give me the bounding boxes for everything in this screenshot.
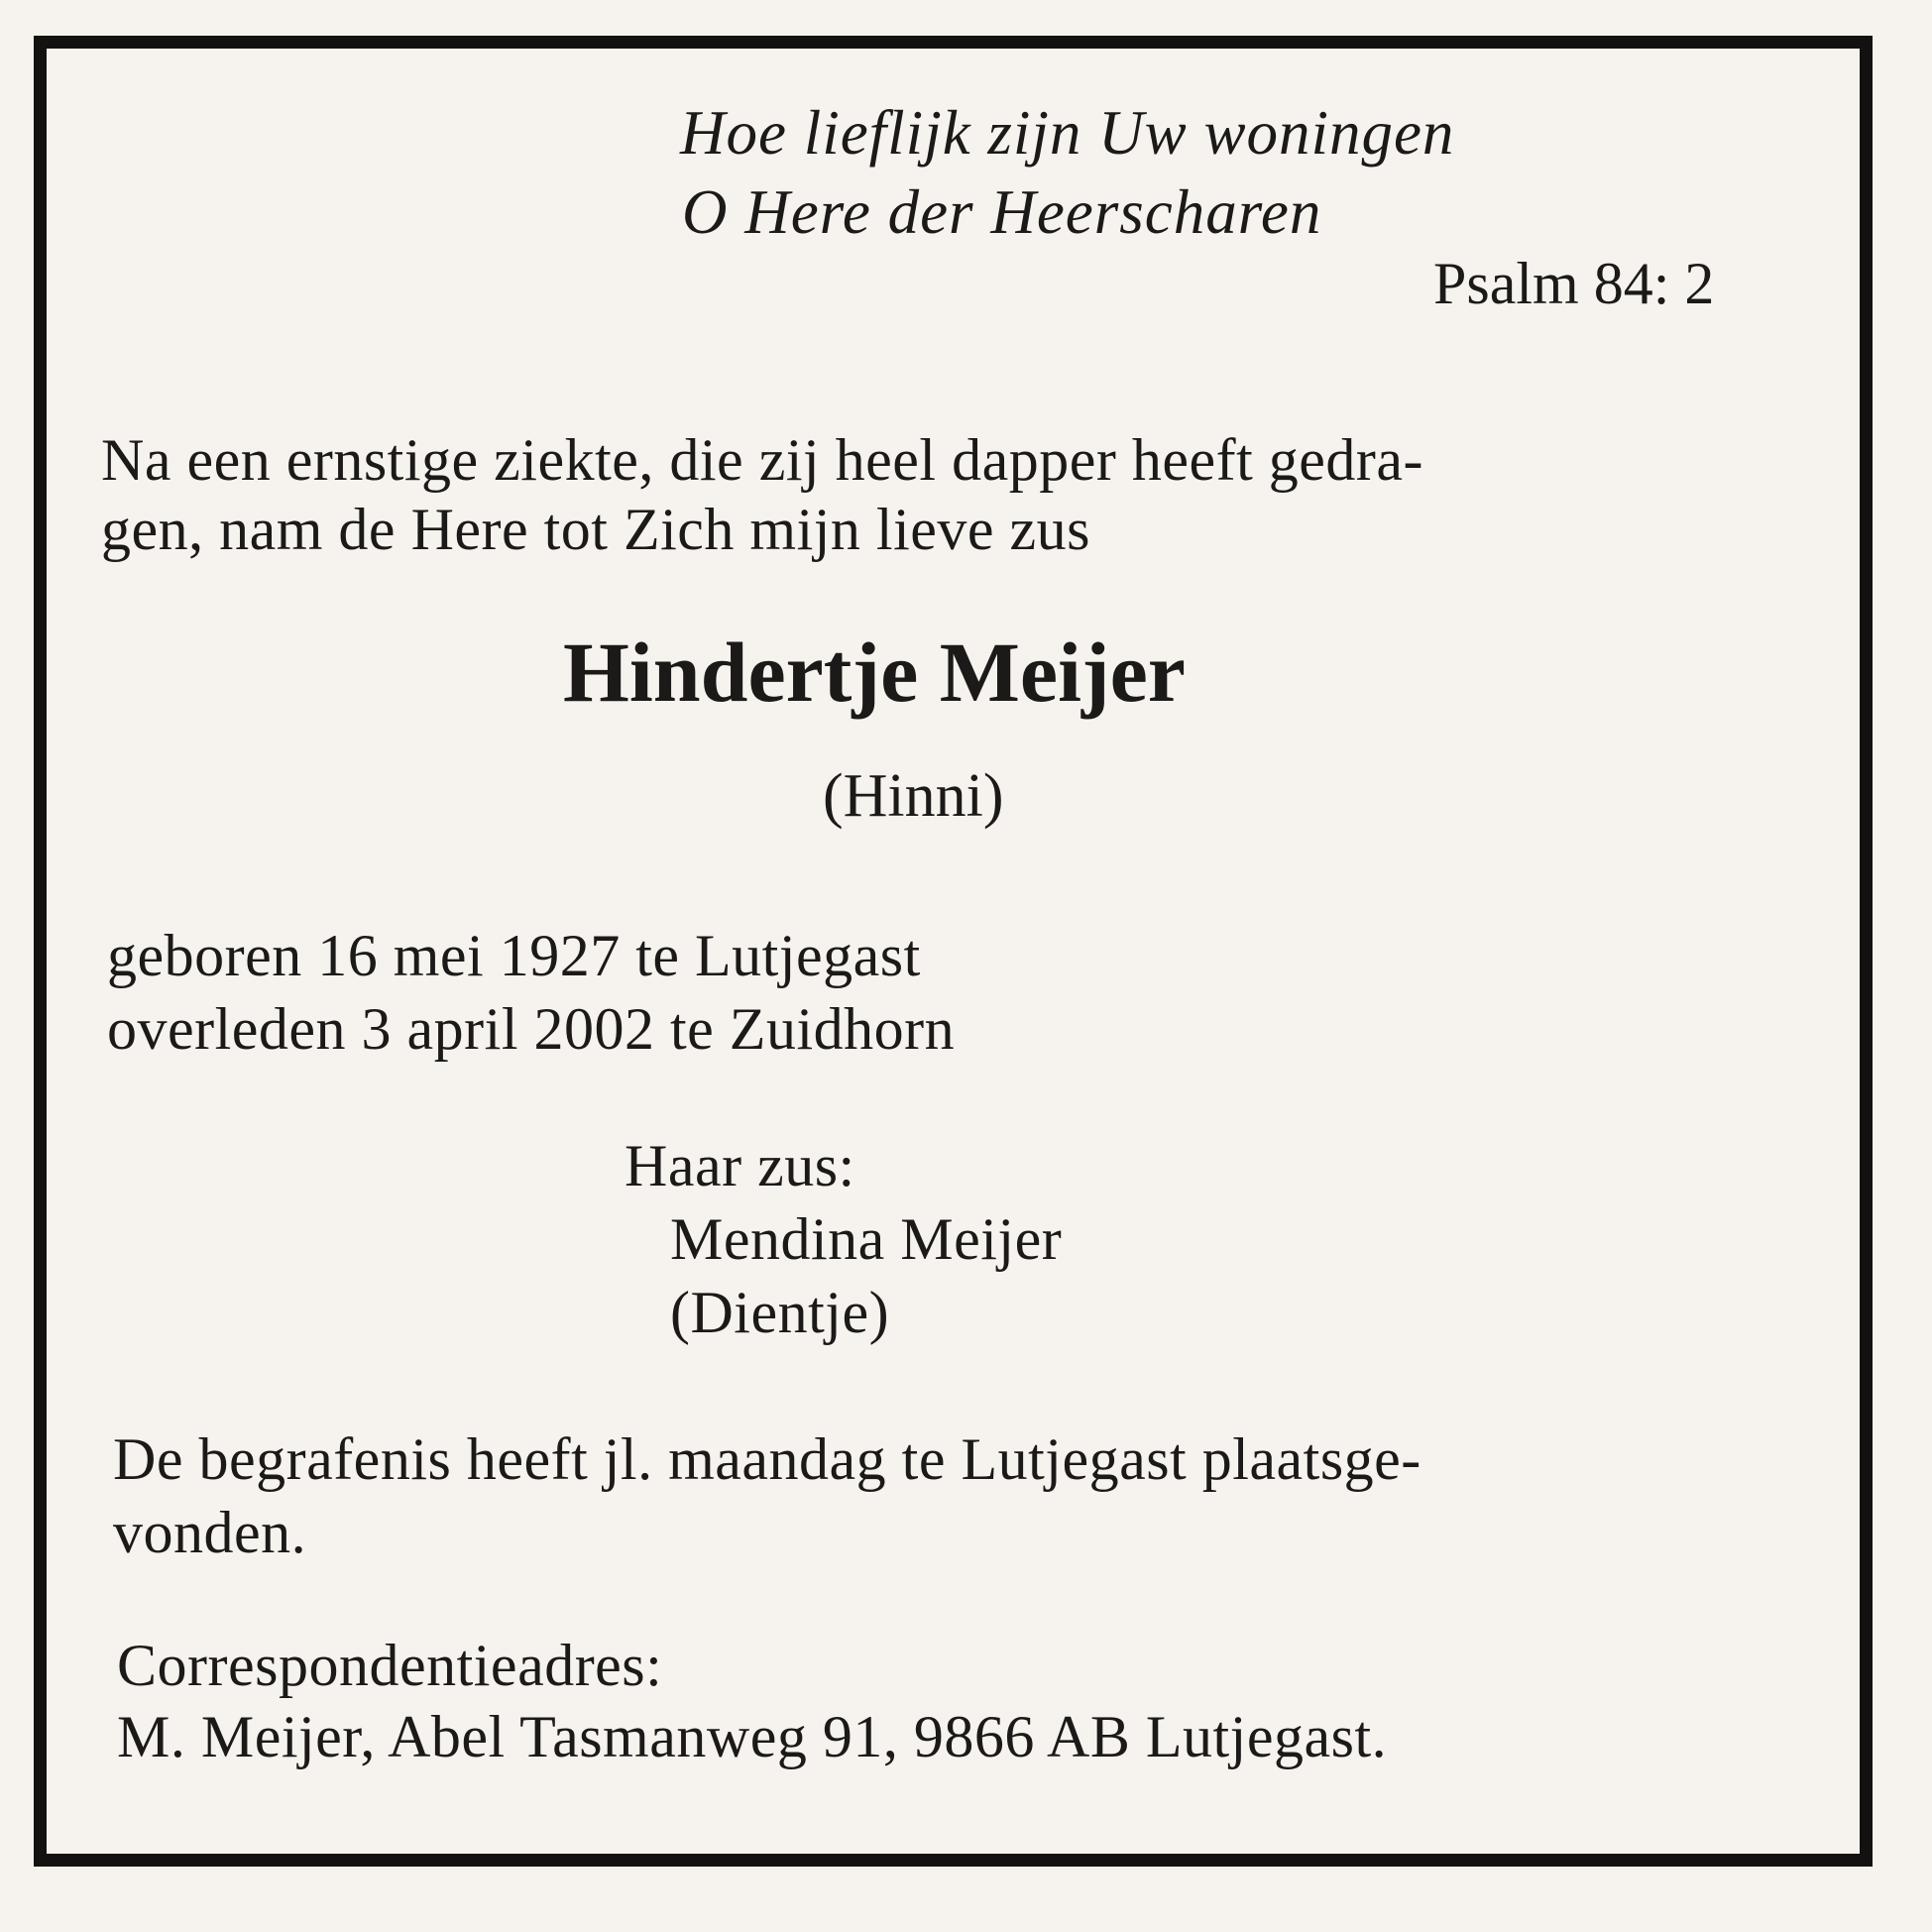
funeral-line-2: vonden. (113, 1500, 307, 1565)
family-label: Haar zus: (625, 1133, 855, 1198)
verse-line-2: O Here der Heerscharen (682, 177, 1322, 247)
correspondence-address: M. Meijer, Abel Tasmanweg 91, 9866 AB Lutjegast. (117, 1704, 1388, 1769)
deceased-name: Hindertje Meijer (563, 625, 1186, 720)
intro-line-1: Na een ernstige ziekte, die zij heel dapper heeft gedra- (101, 427, 1423, 493)
verse-reference: Psalm 84: 2 (1433, 251, 1715, 316)
family-member-nickname: (Dientje) (670, 1280, 890, 1345)
death-line: overleden 3 april 2002 te Zuidhorn (107, 996, 956, 1062)
verse-line-1: Hoe lieflijk zijn Uw woningen (680, 98, 1455, 168)
intro-line-2: gen, nam de Here tot Zich mijn lieve zus (101, 497, 1091, 562)
birth-line: geboren 16 mei 1927 te Lutjegast (107, 923, 921, 988)
correspondence-label: Correspondentieadres: (117, 1633, 663, 1698)
funeral-line-1: De begrafenis heeft jl. maandag te Lutjegast plaatsge- (113, 1426, 1421, 1492)
family-member-name: Mendina Meijer (670, 1206, 1063, 1272)
deceased-nickname: (Hinni) (823, 762, 1004, 830)
